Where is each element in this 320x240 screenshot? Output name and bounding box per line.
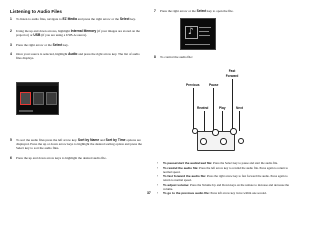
next-button-icon	[238, 138, 244, 144]
track-info-line	[199, 27, 211, 28]
bullet-text: Press the left arrow key to rewind the audio file. Press again to return to normal speed.	[163, 165, 289, 174]
audio-list-screenshot	[16, 82, 59, 115]
step-bold: EZ Media	[62, 17, 77, 21]
leader-line	[232, 79, 233, 131]
previous-button-icon	[192, 128, 198, 134]
step-bold: Select	[119, 17, 130, 21]
label-previous: Previous	[186, 83, 200, 87]
step-text: Once your source is selected, highlight	[16, 52, 69, 56]
track-info-line	[199, 31, 209, 32]
step-text: (if your images are stored on the projector) or	[16, 29, 140, 38]
screen-header	[17, 83, 58, 86]
bullet-heading: To rewind the audio file:	[163, 165, 199, 170]
step-text: Press the right arrow or the	[16, 43, 53, 47]
step-bold: USB	[33, 33, 41, 38]
step-text: (if you are using a USB-A source).	[40, 33, 88, 38]
step-text: and press the right arrow or the	[76, 17, 120, 21]
step-bold: Audio	[68, 52, 78, 56]
step-text: options are displayed. Press the up or down arrow keys to highlight the desired sorting option and press the Select key to sort the audio files.	[16, 138, 142, 151]
step-number: 4	[10, 52, 12, 56]
audio-thumbnail	[33, 92, 44, 105]
step-text: To control the audio file:	[160, 55, 193, 59]
step-2	[10, 29, 144, 37]
step-bold: Select	[52, 43, 63, 47]
label-play: Play	[219, 106, 226, 110]
step-number: 1	[10, 17, 12, 21]
rewind-button-icon	[200, 138, 207, 145]
music-note-icon: ♪	[188, 27, 194, 37]
step-number: 3	[10, 43, 12, 47]
label-next: Next	[236, 106, 243, 110]
leader-line	[193, 88, 194, 131]
step-8	[154, 55, 294, 59]
step-text: key to open the file.	[206, 9, 234, 13]
section-title: Listening to Audio Files	[10, 9, 62, 14]
bullet-text: Press left arrow key twice within one second.	[209, 191, 267, 196]
step-bold: Select	[196, 9, 207, 13]
step-4	[10, 52, 144, 60]
list-item: • To go to the previous audio file: Press left arrow key twice within one second.	[157, 191, 267, 196]
audio-control-list	[154, 161, 294, 196]
step-number: 2	[10, 29, 12, 33]
bullet-heading: To go to the previous audio file:	[163, 191, 210, 196]
step-number: 8	[154, 55, 156, 59]
album-art	[185, 26, 198, 39]
track-info-line	[199, 35, 210, 36]
list-item: • To adjust volume: Press the Volume Up and Down keys on the remote to increase and decrease the volume.	[157, 182, 290, 191]
label-fast-forward: Fast Forward	[225, 69, 239, 78]
step-text: To listen to audio files, navigate to	[16, 17, 63, 21]
fast-forward-button-icon	[230, 128, 237, 135]
step-7	[154, 9, 294, 13]
step-number: 7	[154, 9, 156, 13]
step-text: Press the right arrow or the	[160, 9, 197, 13]
label-rewind: Rewind	[197, 106, 209, 110]
step-text: key.	[62, 43, 69, 47]
step-number: 5	[10, 138, 12, 142]
list-item: • To rewind the audio file: Press the left arrow key to rewind the audio file. Press again to return to normal speed.	[157, 165, 289, 174]
pause-button-icon	[212, 129, 219, 136]
audio-thumbnail	[20, 92, 31, 105]
step-3	[10, 43, 144, 47]
bullet-text: Press the Volume Up and Down keys on the remote to increase and decrease the volume.	[163, 182, 290, 191]
step-bold: Internal Memory	[70, 29, 97, 33]
remote-control-diagram	[197, 131, 235, 151]
bullet-text: Press the right arrow key to fast forward the audio. Press again to return to normal speed.	[163, 174, 288, 183]
screen-footer-bar	[19, 110, 33, 112]
step-bold: Sort by Time	[105, 138, 126, 142]
play-button-icon	[220, 138, 227, 145]
step-text: Using the up and down arrows, highlight	[16, 29, 71, 33]
leader-line	[239, 111, 240, 131]
label-pause: Pause	[209, 83, 219, 87]
step-number: 6	[10, 156, 12, 160]
step-text: To sort the audio files press the left arrow key.	[16, 138, 78, 142]
page-number: 37	[147, 191, 151, 195]
audio-thumbnail	[46, 92, 57, 105]
step-text: and	[99, 138, 106, 142]
step-text: key.	[129, 17, 136, 21]
now-playing-screenshot	[180, 18, 216, 50]
step-text: Press the up and down arrow keys to highlight the desired audio file.	[16, 156, 107, 160]
bullet-heading: To adjust volume:	[163, 182, 190, 187]
list-item: • To fast forward the audio file: Press the right arrow key to fast forward the audio. Press again to return to normal speed.	[157, 174, 288, 183]
step-5	[10, 138, 144, 151]
step-bold: Sort by Name	[77, 138, 100, 142]
bullet-text: Press the Select key to pause and start the audio file.	[212, 161, 278, 165]
step-text: and press the right arrow key. The list of audio files displays.	[16, 52, 140, 61]
progress-bar	[185, 41, 210, 45]
leader-line	[204, 111, 205, 131]
step-6	[10, 156, 144, 160]
leader-line	[213, 88, 214, 131]
bullet-heading: To pause/start the audio/read file:	[163, 161, 213, 165]
list-item: • To pause/start the audio/read file: Press the Select key to pause and start the audio file.	[157, 161, 278, 165]
step-1	[10, 17, 144, 21]
leader-line	[222, 111, 223, 131]
bullet-heading: To fast forward the audio file:	[163, 174, 207, 179]
